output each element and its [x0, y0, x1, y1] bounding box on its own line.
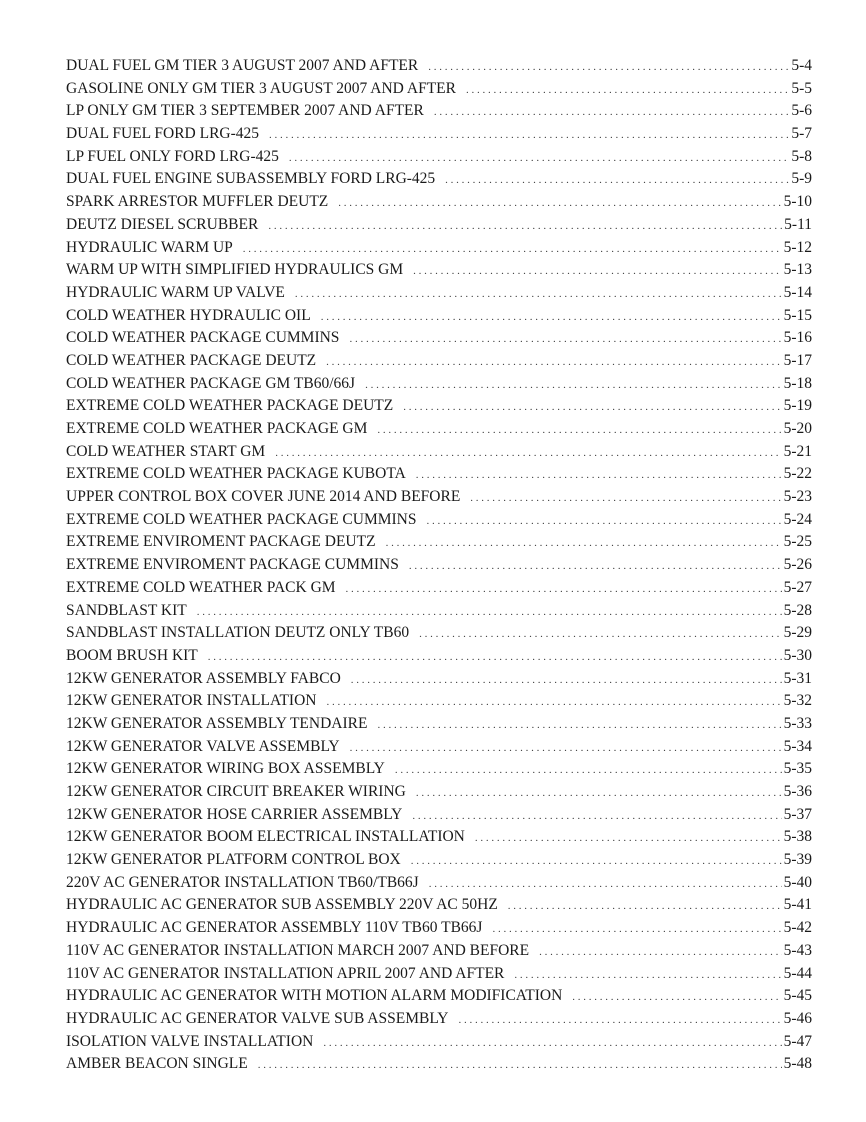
toc-dot-leader [321, 306, 782, 329]
toc-dot-leader [572, 986, 781, 1009]
toc-entry[interactable] [66, 123, 812, 146]
toc-entry-page-number: 5-29 [783, 624, 812, 642]
toc-entry[interactable] [66, 282, 812, 305]
toc-dot-leader [428, 56, 789, 79]
toc-entry-page-number: 5-19 [783, 397, 812, 415]
toc-entry-page-number: 5-35 [783, 760, 812, 778]
toc-dot-leader [258, 1054, 782, 1077]
toc-dot-leader [275, 442, 781, 465]
toc-entry-title: 12KW GENERATOR VALVE ASSEMBLY [66, 737, 340, 755]
toc-entry[interactable] [66, 713, 812, 736]
toc-entry-title: HYDRAULIC WARM UP VALVE [66, 283, 285, 301]
toc-entry-title: 12KW GENERATOR ASSEMBLY FABCO [66, 669, 341, 687]
toc-entry-title: COLD WEATHER HYDRAULIC OIL [66, 306, 311, 324]
toc-dot-leader [351, 669, 782, 692]
toc-entry[interactable] [66, 441, 812, 464]
toc-entry[interactable] [66, 1031, 812, 1054]
toc-entry[interactable] [66, 305, 812, 328]
toc-entry-title: GASOLINE ONLY GM TIER 3 AUGUST 2007 AND AFTER [66, 79, 456, 97]
toc-entry-title: COLD WEATHER PACKAGE GM TB60/66J [66, 374, 356, 392]
toc-entry-page-number: 5-5 [791, 79, 812, 97]
toc-dot-leader [419, 623, 782, 646]
toc-dot-leader [346, 578, 782, 601]
table-of-contents [66, 55, 812, 1076]
toc-dot-leader [326, 691, 781, 714]
toc-entry[interactable] [66, 78, 812, 101]
toc-entry-page-number: 5-13 [783, 261, 812, 279]
toc-entry-page-number: 5-37 [783, 805, 812, 823]
toc-entry-page-number: 5-47 [783, 1032, 812, 1050]
toc-entry-page-number: 5-14 [783, 283, 812, 301]
toc-entry-page-number: 5-31 [783, 669, 812, 687]
toc-entry-title: 12KW GENERATOR WIRING BOX ASSEMBLY [66, 760, 385, 778]
toc-entry-page-number: 5-40 [783, 873, 812, 891]
toc-dot-leader [466, 79, 789, 102]
toc-dot-leader [434, 101, 789, 124]
toc-entry-title: HYDRAULIC AC GENERATOR WITH MOTION ALARM MODIFICATION [66, 987, 563, 1005]
toc-entry-page-number: 5-23 [783, 488, 812, 506]
toc-dot-leader [411, 850, 782, 873]
toc-entry[interactable] [66, 531, 812, 554]
toc-dot-leader [323, 1032, 781, 1055]
toc-entry[interactable] [66, 237, 812, 260]
toc-entry-page-number: 5-46 [783, 1009, 812, 1027]
toc-entry-title: UPPER CONTROL BOX COVER JUNE 2014 AND BEFORE [66, 488, 461, 506]
toc-entry-title: 12KW GENERATOR HOSE CARRIER ASSEMBLY [66, 805, 403, 823]
toc-entry-title: SANDBLAST INSTALLATION DEUTZ ONLY TB60 [66, 624, 410, 642]
toc-entry-page-number: 5-18 [783, 374, 812, 392]
toc-dot-leader [377, 419, 781, 442]
toc-entry-title: 110V AC GENERATOR INSTALLATION APRIL 2007 AND AFTER [66, 964, 505, 982]
toc-dot-leader [365, 374, 782, 397]
toc-entry-page-number: 5-32 [783, 692, 812, 710]
toc-entry-page-number: 5-11 [784, 215, 812, 233]
toc-entry-title: AMBER BEACON SINGLE [66, 1055, 248, 1073]
toc-entry-title: EXTREME ENVIROMENT PACKAGE CUMMINS [66, 556, 399, 574]
toc-entry-title: EXTREME COLD WEATHER PACKAGE KUBOTA [66, 465, 406, 483]
toc-entry-title: 12KW GENERATOR BOOM ELECTRICAL INSTALLATION [66, 828, 465, 846]
toc-entry-page-number: 5-7 [791, 125, 812, 143]
toc-entry-page-number: 5-38 [783, 828, 812, 846]
toc-entry[interactable] [66, 894, 812, 917]
toc-entry-title: LP FUEL ONLY FORD LRG-425 [66, 147, 279, 165]
toc-entry[interactable] [66, 940, 812, 963]
toc-dot-leader [445, 169, 789, 192]
toc-dot-leader [243, 238, 782, 261]
toc-dot-leader [208, 646, 782, 669]
toc-entry[interactable] [66, 418, 812, 441]
toc-entry-title: COLD WEATHER START GM [66, 442, 266, 460]
toc-entry-title: HYDRAULIC AC GENERATOR VALVE SUB ASSEMBLY [66, 1009, 449, 1027]
toc-entry-page-number: 5-43 [783, 941, 812, 959]
toc-entry-page-number: 5-30 [783, 646, 812, 664]
toc-entry[interactable] [66, 622, 812, 645]
toc-entry[interactable] [66, 350, 812, 373]
toc-entry[interactable] [66, 463, 812, 486]
toc-dot-leader [197, 601, 782, 624]
toc-entry-title: DEUTZ DIESEL SCRUBBER [66, 215, 259, 233]
toc-entry-page-number: 5-10 [783, 193, 812, 211]
toc-entry-title: WARM UP WITH SIMPLIFIED HYDRAULICS GM [66, 261, 404, 279]
toc-dot-leader [429, 873, 782, 896]
toc-entry-page-number: 5-15 [783, 306, 812, 324]
toc-dot-leader [295, 283, 782, 306]
toc-entry[interactable] [66, 645, 812, 668]
toc-entry[interactable] [66, 690, 812, 713]
toc-entry-page-number: 5-33 [783, 714, 812, 732]
toc-entry-page-number: 5-28 [783, 601, 812, 619]
toc-entry-title: BOOM BRUSH KIT [66, 646, 198, 664]
toc-entry[interactable] [66, 259, 812, 282]
toc-entry[interactable] [66, 917, 812, 940]
toc-dot-leader [409, 555, 782, 578]
toc-entry-page-number: 5-21 [783, 442, 812, 460]
toc-entry-title: 12KW GENERATOR INSTALLATION [66, 692, 317, 710]
toc-entry[interactable] [66, 327, 812, 350]
toc-dot-leader [338, 192, 781, 215]
toc-entry-page-number: 5-8 [791, 147, 812, 165]
toc-dot-leader [416, 464, 782, 487]
toc-entry[interactable] [66, 214, 812, 237]
toc-entry-title: HYDRAULIC WARM UP [66, 238, 233, 256]
toc-dot-leader [350, 737, 782, 760]
toc-entry-page-number: 5-26 [783, 556, 812, 574]
toc-entry-title: EXTREME ENVIROMENT PACKAGE DEUTZ [66, 533, 376, 551]
toc-entry-page-number: 5-41 [783, 896, 812, 914]
toc-entry-title: DUAL FUEL FORD LRG-425 [66, 125, 260, 143]
toc-entry[interactable] [66, 600, 812, 623]
toc-entry[interactable] [66, 395, 812, 418]
toc-entry-title: 12KW GENERATOR ASSEMBLY TENDAIRE [66, 714, 368, 732]
toc-dot-leader [377, 714, 781, 737]
toc-entry[interactable] [66, 1053, 812, 1076]
toc-entry[interactable] [66, 872, 812, 895]
toc-entry[interactable] [66, 486, 812, 509]
toc-dot-leader [458, 1009, 781, 1032]
toc-entry-title: ISOLATION VALVE INSTALLATION [66, 1032, 314, 1050]
toc-entry-page-number: 5-20 [783, 420, 812, 437]
toc-dot-leader [268, 215, 782, 238]
toc-entry[interactable] [66, 1008, 812, 1031]
toc-dot-leader [539, 941, 782, 964]
toc-entry-title: EXTREME COLD WEATHER PACK GM [66, 578, 336, 596]
toc-dot-leader [416, 782, 782, 805]
toc-entry-page-number: 5-4 [791, 57, 812, 74]
toc-entry-page-number: 5-9 [791, 170, 812, 188]
toc-entry-title: 110V AC GENERATOR INSTALLATION MARCH 2007 AND BEFORE [66, 941, 530, 959]
toc-entry-title: DUAL FUEL ENGINE SUBASSEMBLY FORD LRG-425 [66, 170, 436, 188]
toc-dot-leader [427, 510, 782, 533]
toc-entry[interactable] [66, 191, 812, 214]
toc-entry[interactable] [66, 55, 812, 78]
toc-dot-leader [386, 532, 782, 555]
toc-entry[interactable] [66, 509, 812, 532]
toc-entry-page-number: 5-12 [783, 238, 812, 256]
toc-entry[interactable] [66, 781, 812, 804]
toc-entry[interactable] [66, 668, 812, 691]
toc-entry-title: LP ONLY GM TIER 3 SEPTEMBER 2007 AND AFTER [66, 102, 424, 120]
toc-entry-title: 12KW GENERATOR CIRCUIT BREAKER WIRING [66, 783, 406, 800]
toc-entry-title: DUAL FUEL GM TIER 3 AUGUST 2007 AND AFTER [66, 57, 419, 74]
toc-entry[interactable] [66, 826, 812, 849]
toc-entry[interactable] [66, 758, 812, 781]
toc-dot-leader [395, 759, 782, 782]
toc-entry-page-number: 5-34 [783, 737, 812, 755]
toc-entry-title: EXTREME COLD WEATHER PACKAGE DEUTZ [66, 397, 394, 415]
toc-entry[interactable] [66, 100, 812, 123]
toc-entry-title: COLD WEATHER PACKAGE DEUTZ [66, 351, 317, 369]
toc-entry-page-number: 5-44 [783, 964, 812, 982]
toc-dot-leader [269, 124, 789, 147]
toc-entry-title: EXTREME COLD WEATHER PACKAGE GM [66, 420, 368, 437]
toc-dot-leader [326, 351, 781, 374]
toc-entry-page-number: 5-6 [791, 102, 812, 120]
toc-dot-leader [349, 328, 781, 351]
toc-entry[interactable] [66, 168, 812, 191]
toc-entry-page-number: 5-27 [783, 578, 812, 596]
toc-entry-title: 12KW GENERATOR PLATFORM CONTROL BOX [66, 851, 401, 869]
toc-entry-page-number: 5-22 [783, 465, 812, 483]
toc-entry-page-number: 5-48 [783, 1055, 812, 1073]
toc-dot-leader [403, 396, 781, 419]
toc-entry-title: EXTREME COLD WEATHER PACKAGE CUMMINS [66, 510, 417, 528]
toc-entry[interactable] [66, 849, 812, 872]
toc-entry-page-number: 5-16 [783, 329, 812, 347]
toc-entry-page-number: 5-17 [783, 351, 812, 369]
toc-entry[interactable] [66, 554, 812, 577]
toc-entry[interactable] [66, 963, 812, 986]
toc-entry-page-number: 5-24 [783, 510, 812, 528]
toc-entry[interactable] [66, 577, 812, 600]
toc-entry[interactable] [66, 985, 812, 1008]
toc-dot-leader [412, 805, 781, 828]
toc-dot-leader [413, 260, 781, 283]
toc-entry-title: HYDRAULIC AC GENERATOR SUB ASSEMBLY 220V AC 50HZ [66, 896, 498, 914]
toc-dot-leader [470, 487, 781, 510]
toc-entry-title: 220V AC GENERATOR INSTALLATION TB60/TB66J [66, 873, 419, 891]
toc-entry-page-number: 5-39 [783, 851, 812, 869]
toc-entry[interactable] [66, 804, 812, 827]
toc-entry[interactable] [66, 146, 812, 169]
toc-entry[interactable] [66, 373, 812, 396]
toc-entry-title: SPARK ARRESTOR MUFFLER DEUTZ [66, 193, 329, 211]
toc-dot-leader [289, 147, 789, 170]
toc-entry-title: HYDRAULIC AC GENERATOR ASSEMBLY 110V TB60 TB66J [66, 919, 483, 937]
toc-entry-page-number: 5-42 [783, 919, 812, 937]
toc-dot-leader [514, 964, 781, 987]
toc-entry-page-number: 5-25 [783, 533, 812, 551]
toc-entry-title: COLD WEATHER PACKAGE CUMMINS [66, 329, 340, 347]
toc-dot-leader [492, 918, 781, 941]
toc-entry-page-number: 5-36 [783, 783, 812, 800]
toc-entry-page-number: 5-45 [783, 987, 812, 1005]
toc-dot-leader [508, 895, 782, 918]
toc-entry[interactable] [66, 736, 812, 759]
toc-dot-leader [475, 827, 782, 850]
toc-entry-title: SANDBLAST KIT [66, 601, 187, 619]
